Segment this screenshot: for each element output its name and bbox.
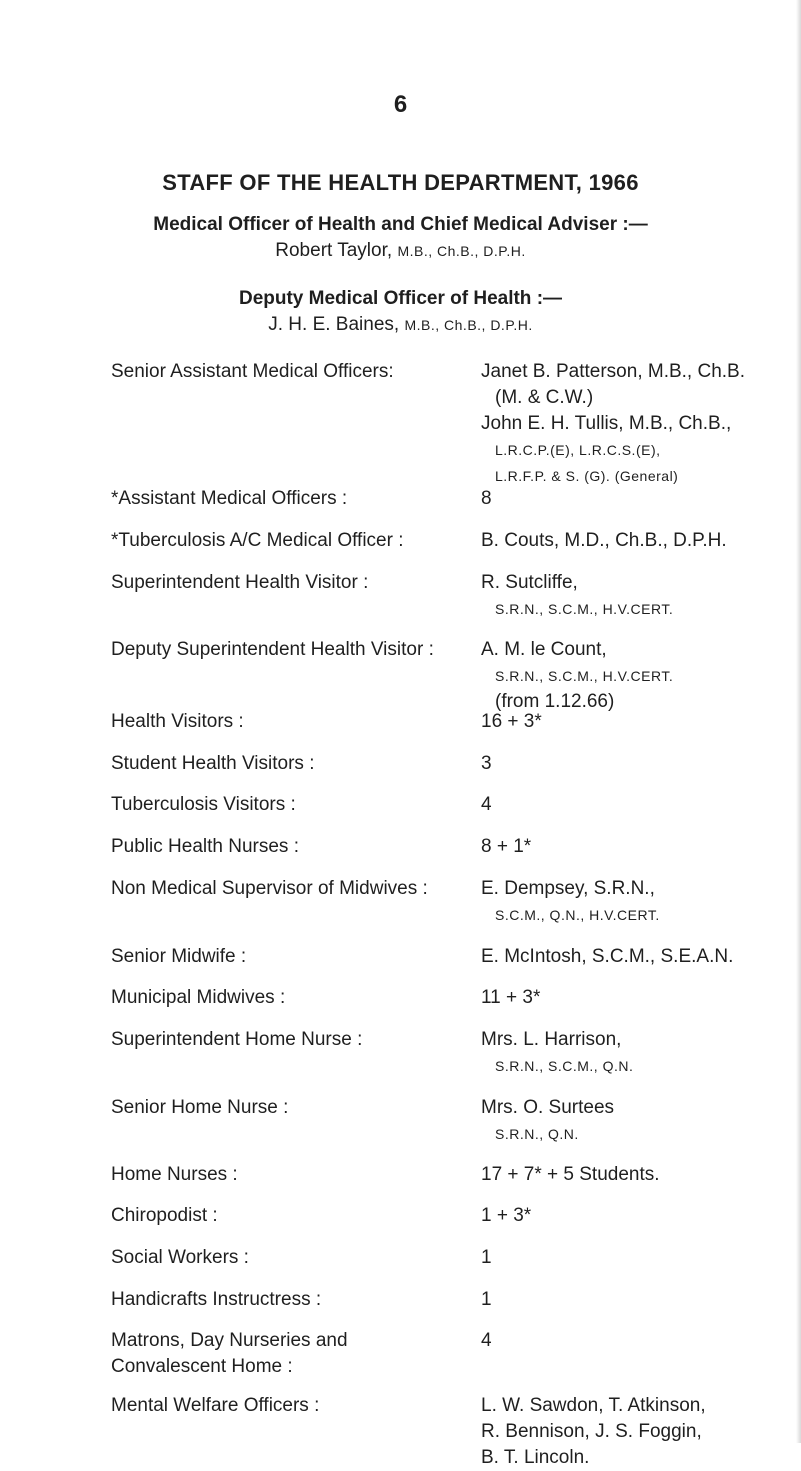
value-line: L. W. Sawdon, T. Atkinson, [481, 1395, 706, 1416]
value-line: S.R.N., Q.N. [495, 1126, 579, 1142]
value-line: E. Dempsey, S.R.N., [481, 878, 655, 899]
staff-value: 1 [481, 1289, 492, 1310]
page-number: 6 [393, 91, 408, 118]
staff-label: Matrons, Day Nurseries and Convalescent Home : [111, 1330, 348, 1377]
dmoh-qualifications: M.B., Ch.B., D.P.H. [404, 317, 533, 333]
staff-value [481, 570, 673, 622]
staff-label: Senior Home Nurse : [111, 1097, 289, 1118]
staff-value [481, 1027, 633, 1079]
value-line: Mrs. L. Harrison, [481, 1029, 622, 1050]
staff-value [481, 359, 745, 489]
staff-label: Deputy Superintendent Health Visitor : [111, 639, 434, 660]
staff-value: 8 [481, 488, 492, 509]
value-line: Mrs. O. Surtees [481, 1097, 615, 1118]
value-line: S.C.M., Q.N., H.V.CERT. [495, 907, 660, 923]
value-line: L.R.F.P. & S. (G). (General) [495, 468, 679, 484]
value-line: B. T. Lincoln. [481, 1447, 590, 1468]
staff-value: E. McIntosh, S.C.M., S.E.A.N. [481, 946, 734, 967]
value-line: R. Sutcliffe, [481, 572, 578, 593]
value-line: L.R.C.P.(E), L.R.C.S.(E), [495, 442, 661, 458]
staff-value: B. Couts, M.D., Ch.B., D.P.H. [481, 530, 727, 551]
value-line: Janet B. Patterson, M.B., Ch.B. [481, 361, 746, 382]
staff-label: Mental Welfare Officers : [111, 1395, 320, 1416]
staff-value [481, 876, 660, 928]
value-line: S.R.N., S.C.M., H.V.CERT. [495, 601, 674, 617]
staff-value: 1 + 3* [481, 1205, 532, 1226]
staff-label: Tuberculosis Visitors : [111, 794, 296, 815]
staff-label: Non Medical Supervisor of Midwives : [111, 878, 428, 899]
staff-label: Superintendent Health Visitor : [111, 572, 369, 593]
staff-value: 4 [481, 1330, 492, 1351]
staff-value: 8 + 1* [481, 836, 532, 857]
staff-value: 3 [481, 753, 492, 774]
staff-value: 4 [481, 794, 492, 815]
staff-label: Public Health Nurses : [111, 836, 299, 857]
page-title: STAFF OF THE HEALTH DEPARTMENT, 1966 [162, 170, 639, 195]
staff-label: Municipal Midwives : [111, 987, 286, 1008]
value-line: (from 1.12.66) [495, 691, 615, 712]
dmoh-heading: Deputy Medical Officer of Health :— [238, 288, 563, 309]
staff-label: Handicrafts Instructress : [111, 1289, 322, 1310]
value-line: (M. & C.W.) [495, 387, 594, 408]
moh-name-text: Robert Taylor, [275, 240, 393, 261]
staff-label: Student Health Visitors : [111, 753, 315, 774]
dmoh-name [0, 314, 801, 336]
staff-value: 17 + 7* + 5 Students. [481, 1164, 660, 1185]
moh-qualifications: M.B., Ch.B., D.P.H. [397, 243, 526, 259]
page-edge-shadow [796, 0, 801, 1443]
value-line: A. M. le Count, [481, 639, 607, 660]
staff-value: 16 + 3* [481, 711, 542, 732]
staff-label: Superintendent Home Nurse : [111, 1029, 363, 1050]
staff-label: Home Nurses : [111, 1164, 238, 1185]
dmoh-name-text: J. H. E. Baines, [268, 314, 400, 335]
staff-label: *Tuberculosis A/C Medical Officer : [111, 530, 404, 551]
value-line: S.R.N., S.C.M., Q.N. [495, 1058, 634, 1074]
staff-label: Health Visitors : [111, 711, 244, 732]
value-line: John E. H. Tullis, M.B., Ch.B., [481, 413, 732, 434]
staff-label: Senior Assistant Medical Officers: [111, 361, 394, 382]
moh-name [0, 240, 801, 262]
staff-value [481, 1393, 706, 1471]
staff-value: 1 [481, 1247, 492, 1268]
staff-label: Chiropodist : [111, 1205, 218, 1226]
value-line: S.R.N., S.C.M., H.V.CERT. [495, 668, 674, 684]
staff-label: Social Workers : [111, 1247, 249, 1268]
staff-value [481, 1095, 614, 1147]
moh-heading: Medical Officer of Health and Chief Medical Adviser :— [153, 214, 648, 235]
staff-value: 11 + 3* [481, 987, 541, 1008]
staff-value [481, 637, 673, 715]
staff-label: Senior Midwife : [111, 946, 247, 967]
value-line: R. Bennison, J. S. Foggin, [481, 1421, 702, 1442]
staff-label: *Assistant Medical Officers : [111, 488, 348, 509]
